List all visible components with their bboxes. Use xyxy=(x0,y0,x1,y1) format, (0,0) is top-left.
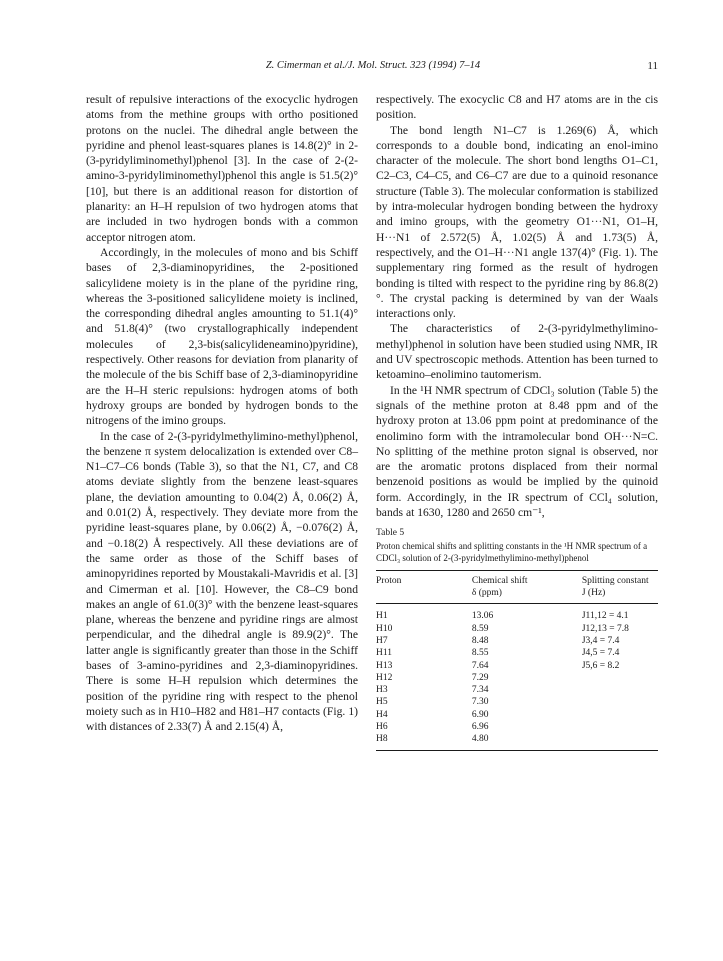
cell-shift: 7.30 xyxy=(471,697,489,708)
cell-shift: 7.34 xyxy=(471,685,489,696)
cell-split xyxy=(582,721,658,733)
cell-shift: 7.29 xyxy=(471,672,489,683)
page-header xyxy=(88,60,658,76)
table-row xyxy=(376,733,658,750)
cell-split xyxy=(582,672,658,684)
cell-proton: H8 xyxy=(376,733,472,750)
table-row xyxy=(376,672,658,684)
table-body xyxy=(376,604,658,750)
header-shift-line1: Chemical shift xyxy=(471,576,528,587)
table-row xyxy=(376,623,658,635)
cell-split: J12,13 = 7.8 xyxy=(581,623,629,634)
cell-proton: H1 xyxy=(376,611,388,622)
paragraph: respectively. The exocyclic C8 and H7 atoms are in the cis position. xyxy=(376,93,658,122)
paragraph: result of repulsive interactions of the exocyclic hydrogen atoms from the methine groups with ortho positioned protons on the nuclei. The dihedral angle between the pyridine and phenol least-squares planes is 14.8(2)° in 2-(3-pyridyliminomethyl)phenol [3]. In the case of 2-(2-amino-3-pyridyliminomethyl)phenol this angle is 51.5(2)° [10], but there is an additional reason for distortion of planarity: an H–H repulsion of two hydrogen atoms that are included in two hydrogen bonds with a common acceptor nitrogen atom. xyxy=(86,93,358,244)
cell-proton: H12 xyxy=(376,672,393,683)
header-proton-label: Proton xyxy=(376,576,402,587)
paragraph: The characteristics of 2-(3-pyridylmethylimino-methyl)phenol in solution have been studied using NMR, IR and UV spectroscopic methods. Attention has been turned to ketoamino–enolimino tautomerism. xyxy=(376,322,658,382)
cell-shift: 8.48 xyxy=(471,635,489,646)
table-caption: Proton chemical shifts and splitting constants in the ¹H NMR spectrum of a CDCl₃ solution of 2-(3-pyridylmethylimino-methyl)phenol xyxy=(376,541,648,563)
header-shift-line2: δ (ppm) xyxy=(471,587,502,598)
table-row xyxy=(376,721,658,733)
cell-shift: 7.64 xyxy=(471,660,489,671)
header-split-line2: J (Hz) xyxy=(581,587,606,598)
table-header-row xyxy=(376,571,658,604)
table-row xyxy=(376,696,658,708)
cell-split xyxy=(582,696,658,708)
cell-split: J5,6 = 8.2 xyxy=(581,660,620,671)
table-row xyxy=(376,709,658,721)
cell-proton: H13 xyxy=(376,660,393,671)
nmr-table xyxy=(376,570,658,750)
table-row xyxy=(376,647,658,659)
cell-proton: H5 xyxy=(376,697,388,708)
cell-proton: H6 xyxy=(376,721,388,732)
cell-shift: 13.06 xyxy=(471,611,494,622)
paragraph: In the case of 2-(3-pyridylmethylimino-methyl)phenol, the benzene π system delocalization is extended over C8–N1–C7–C6 bonds (Table 3), so that the N1, C7, and C8 atoms deviate slightly from the benzene least-squares plane, the deviation amounting to 0.04(2) Å, 0.06(2) Å, and 0.01(2) Å, respectively. They deviate more from the pyridine least-squares plane, by 0.06(2) Å, −0.076(2) Å, and −0.18(2) Å respectively. All these deviations are of the same order as those of the Schiff bases of aminopyridines reported by Moustakali-Mavridis et al. [3] and Cimerman et al. [10]. However, the C8–C9 bond makes an angle of 61.0(3)° with the benzene least-squares plane, whereas the benzene and pyridine rings are almost perpendicular, and the dihedral angle is 89.9(2)°. The latter angle is significantly greater than those in the Schiff bases of 3-amino-pyridines and 2,3-diaminopyridines. There is some H–H repulsion which determines the position of the pyridine ring with respect to the phenol moiety such as in H10–H82 and H81–H7 contacts (Fig. 1) with distances of 2.33(7) Å and 2.15(4) Å, xyxy=(86,429,358,734)
cell-split: J11,12 = 4.1 xyxy=(581,611,629,622)
cell-split xyxy=(582,733,658,750)
header-proton xyxy=(376,571,472,604)
cell-shift: 8.55 xyxy=(471,648,489,659)
cell-proton: H4 xyxy=(376,709,388,720)
cell-proton: H10 xyxy=(376,623,393,634)
table-row xyxy=(376,660,658,672)
table-row xyxy=(376,635,658,647)
paragraph: Accordingly, in the molecules of mono and bis Schiff bases of 2,3-diaminopyridines, the 2-positioned salicylidene moiety is in the plane of the pyridine ring, whereas the 3-positioned salicylidene moiety is inclined, the corresponding dihedral angles amounting to 51.1(4)° and 51.8(4)° (two crystallographically independent molecules of 2,3-bis(salicylideneamino)pyridine), respectively. Other reasons for deviation from planarity of the molecule of the bis Schiff base of 2,3-diaminopyridine are the H–H steric repulsions: hydrogen atoms of both hydroxy groups are bonded by hydrogen bonds to the nitrogens of the imino groups. xyxy=(86,245,358,428)
table-5 xyxy=(376,528,658,750)
table-row xyxy=(376,684,658,696)
right-column xyxy=(376,92,658,751)
cell-split: J3,4 = 7.4 xyxy=(581,635,620,646)
table-label: Table 5 xyxy=(376,528,405,539)
header-splitting xyxy=(582,571,658,604)
cell-proton: H3 xyxy=(376,685,388,696)
paragraph: In the ¹H NMR spectrum of CDCl₃ solution (Table 5) the signals of the methine proton at 8.48 ppm and of the hydroxy proton at 13.06 ppm point at predominance of the enolimino form with the intramolecular bond OH···N=C. No splitting of the methine proton signal is observed, nor are the aromatic protons displaced from their normal benzenoid positions as would be implied by the quinoid form. Accordingly, in the IR spectrum of CCl₄ solution, bands at 1630, 1280 and 2650 cm⁻¹, xyxy=(376,383,658,520)
cell-split xyxy=(582,709,658,721)
running-title: Z. Cimerman et al./J. Mol. Struct. 323 (1994) 7–14 xyxy=(265,60,481,71)
header-split-line1: Splitting constant xyxy=(581,576,649,587)
page-number: 11 xyxy=(647,60,658,72)
header-shift xyxy=(472,571,582,604)
cell-shift: 6.96 xyxy=(471,721,489,732)
table-row xyxy=(376,604,658,623)
cell-shift: 4.80 xyxy=(472,733,582,750)
cell-split xyxy=(582,684,658,696)
cell-shift: 8.59 xyxy=(471,623,489,634)
paragraph: The bond length N1–C7 is 1.269(6) Å, which corresponds to a double bond, indicating an enol-imino character of the molecule. The short bond lengths O1–C1, C2–C3, C4–C5, and C6–C7 are due to a quinoid resonance structure (Table 3). The molecular conformation is stabilized by intra-molecular hydrogen bonding between the hydroxy and imino groups, with the geometry O1···N1, O1–H, H···N1 of 2.572(5) Å, 1.02(5) Å and 1.73(5) Å, respectively, and the O1–H···N1 angle 137(4)° (Fig. 1). The supplementary ring formed as the result of hydrogen bonding is tilted with respect to the pyridine ring by 86.8(2)°. The crystal packing is determined by van der Waals interactions only. xyxy=(376,123,658,321)
cell-shift: 6.90 xyxy=(471,709,489,720)
cell-split: J4,5 = 7.4 xyxy=(581,648,620,659)
cell-proton: H11 xyxy=(376,648,393,659)
left-column xyxy=(86,92,358,734)
cell-proton: H7 xyxy=(376,635,388,646)
